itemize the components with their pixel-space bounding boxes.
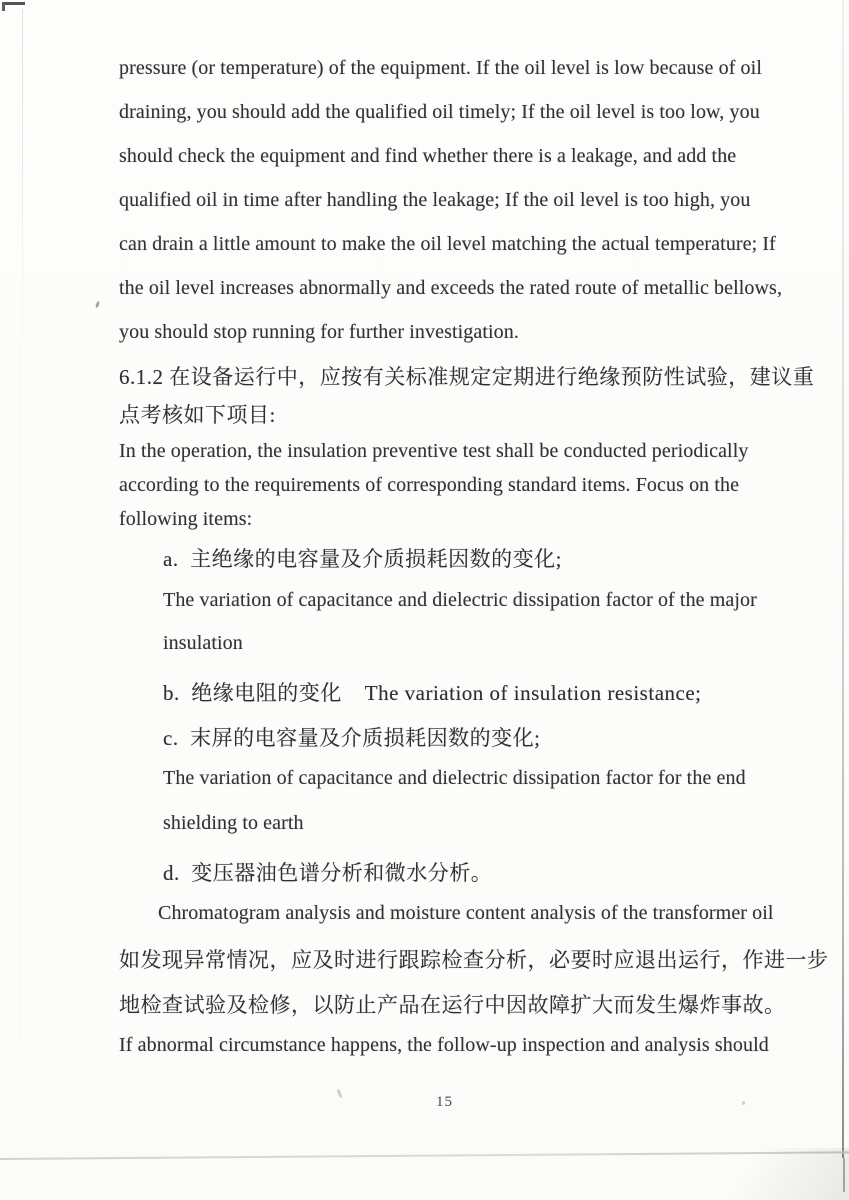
section-612-zh-line: 6.1.2 在设备运行中，应按有关标准规定定期进行绝缘预防性试验，建议重 <box>119 365 815 389</box>
section-612-en-line: In the operation, the insulation preventive test shall be conducted periodically <box>119 440 749 462</box>
para-oil-level-line: the oil level increases abnormally and exceeds the rated route of metallic bellows, <box>119 277 783 299</box>
scan-bottom-right-shadow <box>690 1148 849 1200</box>
para-oil-level-line: qualified oil in time after handling the leakage; If the oil level is too high, you <box>119 189 751 211</box>
section-612-en-line: following items: <box>119 508 253 530</box>
list-item-d-zh: d. 变压器油色谱分析和微水分析。 <box>163 861 493 885</box>
para-oil-level-line: pressure (or temperature) of the equipment. If the oil level is low because of oil <box>119 57 762 79</box>
para-abnormal-en-line: If abnormal circumstance happens, the follow-up inspection and analysis should <box>119 1034 769 1056</box>
scan-corner-mark-vertical <box>2 2 5 11</box>
section-612-en-line: according to the requirements of corresponding standard items. Focus on the <box>119 474 740 496</box>
list-item-a-en-line: The variation of capacitance and dielectric dissipation factor of the major <box>163 589 757 611</box>
section-612-zh-line: 点考核如下项目: <box>119 403 276 427</box>
list-item-c-zh: c. 末屏的电容量及介质损耗因数的变化; <box>163 726 541 750</box>
ink-speck-left-margin <box>95 301 100 309</box>
ink-speck-bottom <box>742 1101 745 1105</box>
para-oil-level-line: can drain a little amount to make the oil level matching the actual temperature; If <box>119 233 776 255</box>
list-item-d-en: Chromatogram analysis and moisture content analysis of the transformer oil <box>158 902 774 924</box>
scan-right-edge-line <box>842 0 844 1158</box>
scan-left-edge-line <box>22 9 23 339</box>
para-abnormal-zh-line: 如发现异常情况，应及时进行跟踪检查分析，必要时应退出运行，作进一步 <box>119 948 829 972</box>
para-oil-level-line: draining, you should add the qualified oil timely; If the oil level is too low, you <box>119 101 760 123</box>
list-item-b: b. 绝缘电阻的变化 The variation of insulation resistance; <box>163 681 702 705</box>
para-oil-level-line: you should stop running for further investigation. <box>119 321 519 343</box>
list-item-c-en-line: shielding to earth <box>163 812 304 834</box>
page-number: 15 <box>436 1094 453 1110</box>
list-item-a-zh: a. 主绝缘的电容量及介质损耗因数的变化; <box>163 547 562 571</box>
para-abnormal-zh-line: 地检查试验及检修，以防止产品在运行中因故障扩大而发生爆炸事故。 <box>119 993 786 1017</box>
scan-corner-mark-horizontal <box>2 2 25 5</box>
ink-speck-footer <box>336 1089 342 1098</box>
para-oil-level-line: should check the equipment and find whether there is a leakage, and add the <box>119 145 737 167</box>
scan-left-edge-line-faint <box>20 340 21 1040</box>
list-item-a-en-line: insulation <box>163 632 243 654</box>
list-item-c-en-line: The variation of capacitance and dielectric dissipation factor for the end <box>163 767 746 789</box>
